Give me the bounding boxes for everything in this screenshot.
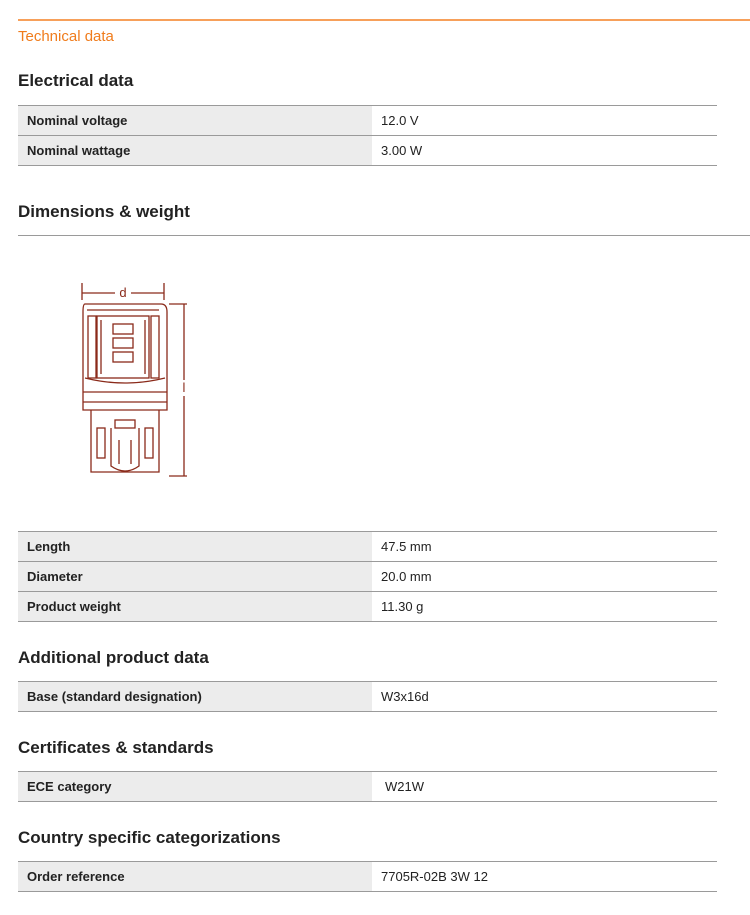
dimensions-table — [18, 531, 717, 622]
page-title: Technical data — [18, 28, 114, 45]
diameter-label: d — [119, 285, 127, 300]
certificates-table — [18, 771, 717, 802]
row-label: ECE category — [18, 772, 372, 801]
country-categorizations-table — [18, 861, 717, 892]
section-title-electrical: Electrical data — [18, 71, 134, 90]
row-value: W3x16d — [381, 689, 429, 704]
section-divider — [18, 235, 750, 236]
row-label: Nominal wattage — [18, 136, 372, 165]
additional-data-table — [18, 681, 717, 712]
row-value: 47.5 mm — [381, 539, 432, 554]
row-value: 7705R-02B 3W 12 — [381, 869, 488, 884]
table-row — [18, 592, 717, 622]
row-label: Order reference — [18, 862, 372, 891]
table-row — [18, 772, 717, 802]
bulb-base — [91, 410, 159, 472]
row-value: 20.0 mm — [381, 569, 432, 584]
electrical-data-table — [18, 105, 717, 166]
length-label: l — [182, 380, 186, 395]
section-title-certificates: Certificates & standards — [18, 738, 214, 757]
section-title-dimensions: Dimensions & weight — [18, 202, 190, 221]
table-row — [18, 532, 717, 562]
table-row — [18, 862, 717, 892]
row-value: 3.00 W — [381, 143, 423, 158]
row-value: 12.0 V — [381, 113, 419, 128]
section-title-additional: Additional product data — [18, 648, 209, 667]
row-label: Base (standard designation) — [18, 682, 372, 711]
bulb-dimension-drawing — [75, 280, 200, 485]
table-row — [18, 562, 717, 592]
top-accent-rule — [18, 19, 750, 21]
row-label: Length — [18, 532, 372, 561]
row-value: W21W — [385, 779, 424, 794]
section-title-country: Country specific categorizations — [18, 828, 281, 847]
row-label: Nominal voltage — [18, 106, 372, 135]
row-label: Product weight — [18, 592, 372, 621]
table-row — [18, 682, 717, 712]
table-row — [18, 136, 717, 166]
row-value: 11.30 g — [381, 599, 424, 614]
table-row — [18, 106, 717, 136]
row-label: Diameter — [18, 562, 372, 591]
